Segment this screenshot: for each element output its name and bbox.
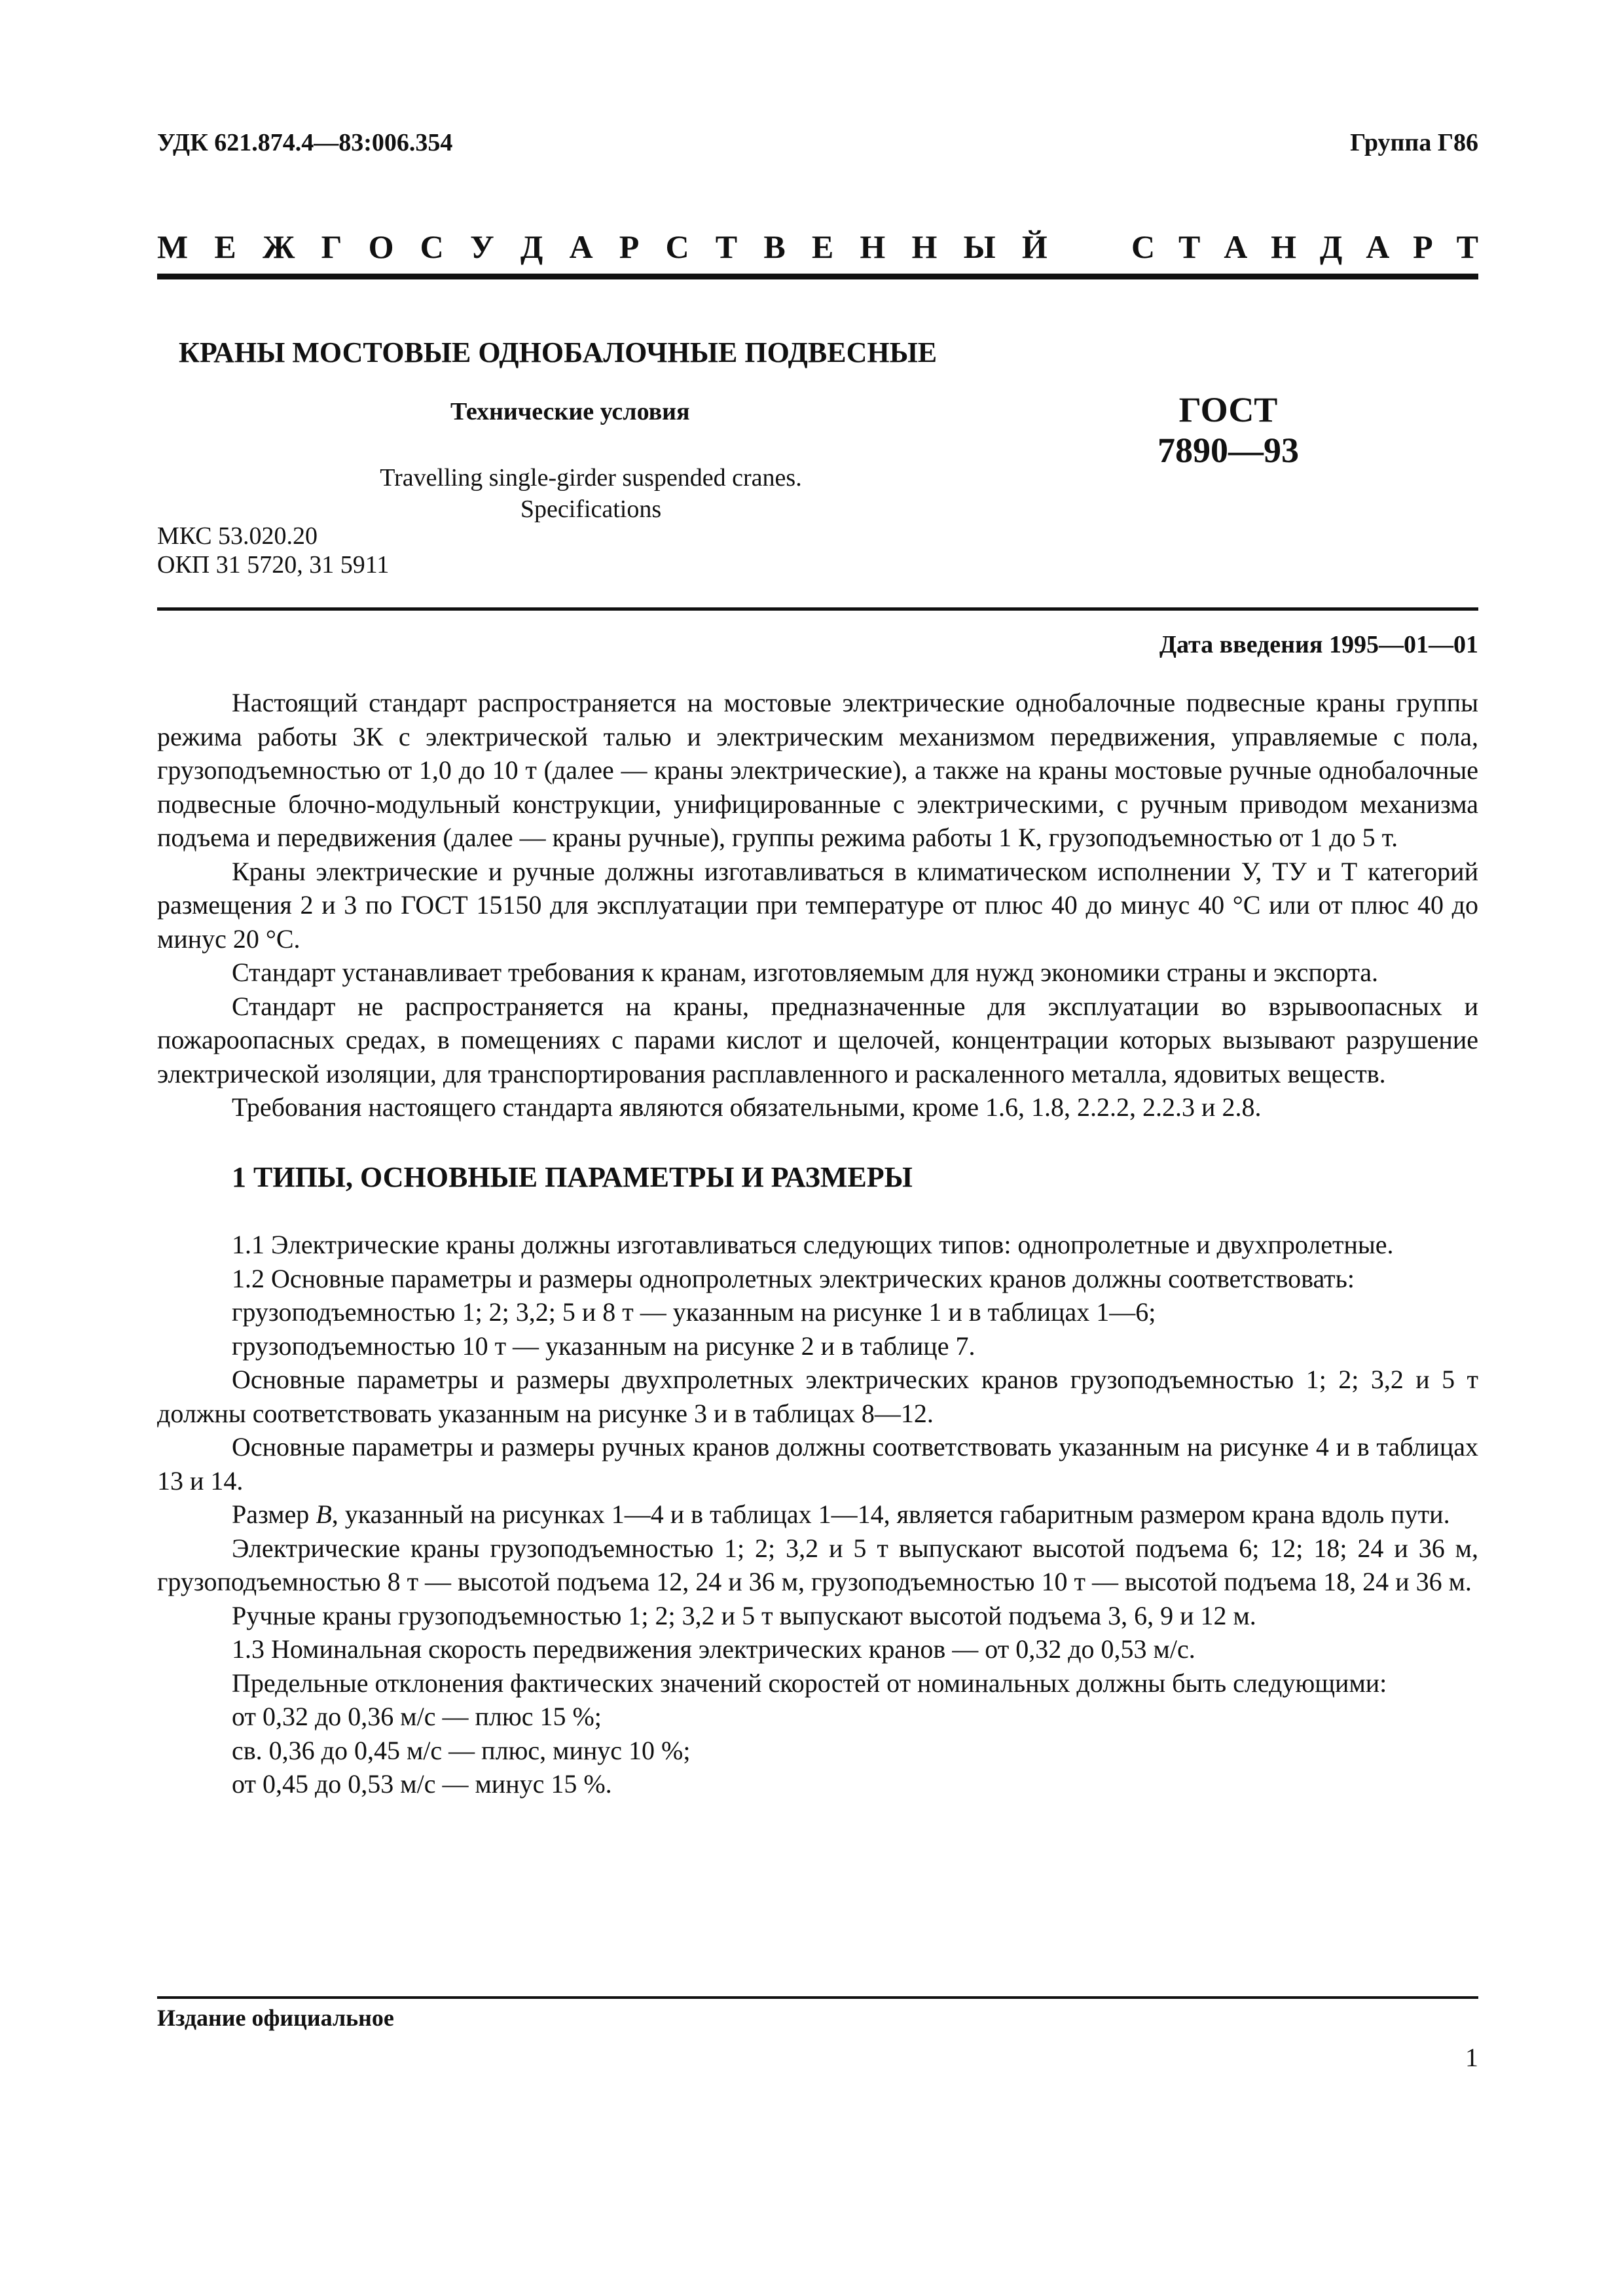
banner-letter: О — [368, 228, 394, 265]
size-b-post: , указанный на рисунках 1—4 и в таблицах 1—14, является габаритным размером крана вдоль пути. — [331, 1499, 1450, 1529]
banner-letter: Й — [1021, 228, 1048, 265]
banner-letter: А — [1366, 228, 1390, 265]
introduction-date: Дата введения 1995—01—01 — [1159, 631, 1478, 658]
intro-paragraph: Краны электрические и ручные должны изготавливаться в климатическом исполнении У, ТУ и Т категорий размещения 2 и 3 по ГОСТ 15150 для эксплуатации при температуре от плюс 40 до минус 40 °С или от плюс 40 до минус 20 °С. — [157, 856, 1478, 954]
deviation-item: св. 0,36 до 0,45 м/с — плюс, минус 10 %; — [232, 1735, 691, 1765]
interstate-standard-banner — [157, 228, 1478, 266]
gost-number: 7890—93 — [1158, 431, 1299, 470]
banner-letter: Н — [1271, 228, 1297, 265]
clause-1-1: 1.1 Электрические краны должны изготавливаться следующих типов: однопролетные и двухпролетные. — [232, 1230, 1394, 1259]
document-body — [157, 686, 1478, 1801]
banner-letter: Д — [520, 228, 543, 265]
english-title-line-1: Travelling single-girder suspended cranes. — [380, 464, 802, 492]
size-b-pre: Размер — [232, 1499, 316, 1529]
intro-paragraph: Требования настоящего стандарта являются обязательными, кроме 1.6, 1.8, 2.2.2, 2.2.3 и 2.8. — [232, 1092, 1262, 1122]
banner-letter: М — [157, 228, 189, 265]
banner-letter: Р — [1413, 228, 1433, 265]
banner-letter: С — [665, 228, 689, 265]
interstate-letters — [157, 228, 1478, 266]
size-b-variable: B — [316, 1499, 332, 1529]
size-b-paragraph — [157, 1498, 1478, 1532]
banner-letter: У — [469, 228, 494, 265]
list-item: грузоподъемностью 10 т — указанным на рисунке 2 и в таблице 7. — [232, 1331, 976, 1361]
banner-letter: А — [1224, 228, 1248, 265]
udk-code: УДК 621.874.4—83:006.354 — [157, 129, 453, 156]
intro-paragraph: Стандарт устанавливает требования к кранам, изготовляемым для нужд экономики страны и экспорта. — [232, 958, 1379, 987]
banner-letter: С — [1131, 228, 1156, 265]
banner-letter: Г — [321, 228, 342, 265]
document-title: КРАНЫ МОСТОВЫЕ ОДНОБАЛОЧНЫЕ ПОДВЕСНЫЕ — [179, 336, 938, 368]
banner-letter: Н — [860, 228, 886, 265]
banner-letter: Ы — [963, 228, 996, 265]
header-rule — [157, 274, 1478, 279]
classification-codes — [157, 522, 389, 579]
list-item: грузоподъемностью 1; 2; 3,2; 5 и 8 т — указанным на рисунке 1 и в таблицах 1—6; — [232, 1297, 1156, 1327]
banner-letter: Е — [811, 228, 834, 265]
standard-word — [1131, 228, 1478, 266]
banner-letter: Р — [619, 228, 640, 265]
intro-paragraph: Настоящий стандарт распространяется на мостовые электрические однобалочные подвесные краны группы режима работы 3К с электрической талью и электрическим механизмом передвижения, управляемые с пола, грузоподъемностью от 1,0 до 10 т (далее — краны электрические), а также на краны мостовые ручные однобалочные подвесные блочно-модульный конструкции, унифицированные с электрическими, с ручным приводом механизма подъема и передвижения (далее — краны ручные), группы режима работы 1 К, грузоподъемностью от 1 до 5 т. — [157, 688, 1478, 852]
banner-letter: Н — [911, 228, 938, 265]
group-code: Группа Г86 — [1350, 129, 1478, 156]
english-title — [354, 462, 828, 525]
banner-letter: Ж — [262, 228, 295, 265]
clause-1-3: 1.3 Номинальная скорость передвижения электрических кранов — от 0,32 до 0,53 м/с. — [232, 1634, 1195, 1664]
interstate-word — [157, 228, 1048, 266]
clause-1-2: 1.2 Основные параметры и размеры однопролетных электрических кранов должны соответствовать: — [232, 1263, 1355, 1293]
banner-letter: Т — [1456, 228, 1478, 265]
title-rule — [157, 607, 1478, 611]
banner-letter: Т — [1178, 228, 1201, 265]
gost-designation — [1152, 389, 1304, 471]
okp-code: ОКП 31 5720, 31 5911 — [157, 551, 390, 579]
section-heading: 1 ТИПЫ, ОСНОВНЫЕ ПАРАМЕТРЫ И РАЗМЕРЫ — [232, 1160, 913, 1193]
lift-heights-paragraph: Электрические краны грузоподъемностью 1; 2; 3,2 и 5 т выпускают высотой подъема 6; 12; 18; 24 и 36 м, грузоподъемностью 8 т — высотой подъема 12, 24 и 36 м, грузоподъемностью 10 т — высотой подъема 18, 24 и 36 м. — [157, 1533, 1478, 1596]
intro-paragraph: Стандарт не распространяется на краны, предназначенные для эксплуатации во взрывоопасных и пожароопасных средах, в помещениях с парами кислот и щелочей, концентрации которых вызывают разрушение электрической изоляции, для транспортирования расплавленного и раскаленного металла, ядовитых веществ. — [157, 991, 1478, 1088]
banner-letter: Т — [715, 228, 738, 265]
official-edition-label: Издание официальное — [157, 2005, 394, 2031]
manual-lift-heights-paragraph: Ручные краны грузоподъемностью 1; 2; 3,2 и 5 т выпускают высотой подъема 3, 6, 9 и 12 м. — [232, 1600, 1256, 1630]
banner-letter: В — [763, 228, 786, 265]
english-title-line-2: Specifications — [520, 495, 662, 523]
document-subtitle: Технические условия — [450, 398, 690, 425]
deviation-item: от 0,45 до 0,53 м/с — минус 15 %. — [232, 1769, 612, 1799]
page-number: 1 — [1465, 2043, 1478, 2072]
banner-letter: Д — [1319, 228, 1343, 265]
banner-letter: А — [569, 228, 593, 265]
deviations-paragraph: Предельные отклонения фактических значений скоростей от номинальных должны быть следующими: — [232, 1668, 1387, 1698]
gost-label: ГОСТ — [1178, 390, 1278, 429]
manual-cranes-paragraph: Основные параметры и размеры ручных кранов должны соответствовать указанным на рисунке 4 и в таблицах 13 и 14. — [157, 1432, 1478, 1496]
deviation-item: от 0,32 до 0,36 м/с — плюс 15 %; — [232, 1702, 602, 1731]
banner-letter: Е — [214, 228, 236, 265]
two-span-paragraph: Основные параметры и размеры двухпролетных электрических кранов грузоподъемностью 1; 2; 3,2 и 5 т должны соответствовать указанным на рисунке 3 и в таблицах 8—12. — [157, 1365, 1478, 1428]
banner-letter: С — [420, 228, 444, 265]
mks-code: МКС 53.020.20 — [157, 522, 318, 550]
footer-rule — [157, 1996, 1478, 1999]
